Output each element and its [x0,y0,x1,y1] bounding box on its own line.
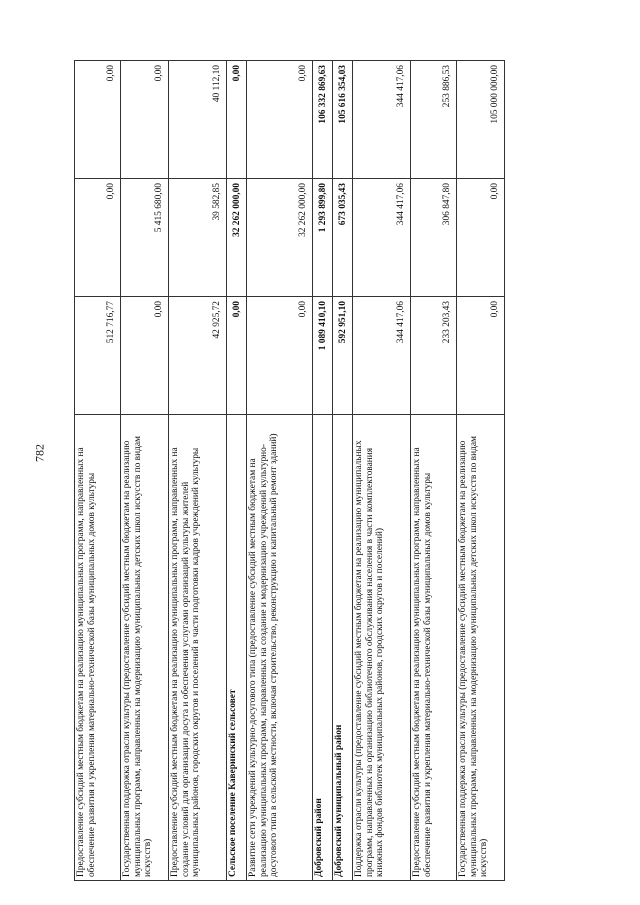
rotated-table-area [74,61,574,881]
table-row [121,61,169,881]
value-year-2: 39 582,85 [169,179,227,297]
value-year-3: 106 332 869,63 [313,61,333,179]
row-name: Поддержка отрасли культуры (предоставление субсидий местным бюджетам на реализацию муниципальных программ, направленных на организацию библиотечного обслуживания населения в части комплектования книжных фондов библиотек муниципальных районов, городских округов и поселений) [353,415,411,881]
table-row [75,61,121,881]
value-year-3: 0,00 [227,61,247,179]
value-year-1: 0,00 [247,297,313,415]
row-name: Предоставление субсидий местным бюджетам на реализацию муниципальных программ, направленных на обеспечение развития и укрепления материально-технической базы муниципальных домов культуры [411,415,457,881]
table-row [457,61,505,881]
table-row [313,61,333,881]
value-year-2: 306 847,80 [411,179,457,297]
value-year-1: 1 089 410,10 [313,297,333,415]
row-name: Предоставление субсидий местным бюджетам на реализацию муниципальных программ, направленных на обеспечение развития и укрепления материально-технической базы муниципальных домов культуры [75,415,121,881]
table-row [227,61,247,881]
row-name: Развитие сети учреждений культурно-досугового типа (предоставление субсидий местным бюджетам на реализацию муниципальных программ, направленных на создание и модернизацию учреждений культурно-досугового типа в сельской местности, включая строительство, реконструкцию и капитальный ремонт зданий) [247,415,313,881]
page-number: 782 [32,444,47,462]
row-name: Государственная поддержка отрасли культуры (предоставление субсидий местным бюджетам на реализацию муниципальных программ, направленных на модернизацию муниципальных детских школ искусств по видам искусств) [457,415,505,881]
value-year-1: 592 951,10 [333,297,353,415]
table-row [247,61,313,881]
table-row [411,61,457,881]
value-year-2: 1 293 899,80 [313,179,333,297]
value-year-1: 233 203,43 [411,297,457,415]
value-year-2: 344 417,06 [353,179,411,297]
value-year-3: 105 000 000,00 [457,61,505,179]
value-year-2: 0,00 [75,179,121,297]
row-name: Добровский район [313,415,333,881]
value-year-3: 0,00 [121,61,169,179]
value-year-2: 32 262 000,00 [247,179,313,297]
value-year-3: 0,00 [247,61,313,179]
value-year-1: 0,00 [457,297,505,415]
value-year-1: 344 417,06 [353,297,411,415]
table-row [169,61,227,881]
value-year-1: 0,00 [227,297,247,415]
table-row [353,61,411,881]
value-year-3: 0,00 [75,61,121,179]
value-year-1: 512 716,77 [75,297,121,415]
row-name: Добровский муниципальный район [333,415,353,881]
value-year-2: 0,00 [457,179,505,297]
value-year-2: 673 035,43 [333,179,353,297]
value-year-3: 344 417,06 [353,61,411,179]
value-year-1: 0,00 [121,297,169,415]
value-year-3: 105 616 354,03 [333,61,353,179]
value-year-3: 253 886,53 [411,61,457,179]
table-row [333,61,353,881]
subsidies-table [74,60,505,881]
value-year-3: 40 112,10 [169,61,227,179]
row-name: Государственная поддержка отрасли культуры (предоставление субсидий местным бюджетам на реализацию муниципальных программ, направленных на модернизацию муниципальных детских школ искусств по видам искусств) [121,415,169,881]
value-year-1: 42 925,72 [169,297,227,415]
row-name: Предоставление субсидий местным бюджетам на реализацию муниципальных программ, направленных на создание условий для организации досуга и обеспечения услугами организаций культуры жителей муниципальных районов, городских округов и поселений в части подготовки кадров учреждений культуры [169,415,227,881]
value-year-2: 32 262 000,00 [227,179,247,297]
value-year-2: 5 415 680,00 [121,179,169,297]
row-name: Сельское поселение Каверинский сельсовет [227,415,247,881]
